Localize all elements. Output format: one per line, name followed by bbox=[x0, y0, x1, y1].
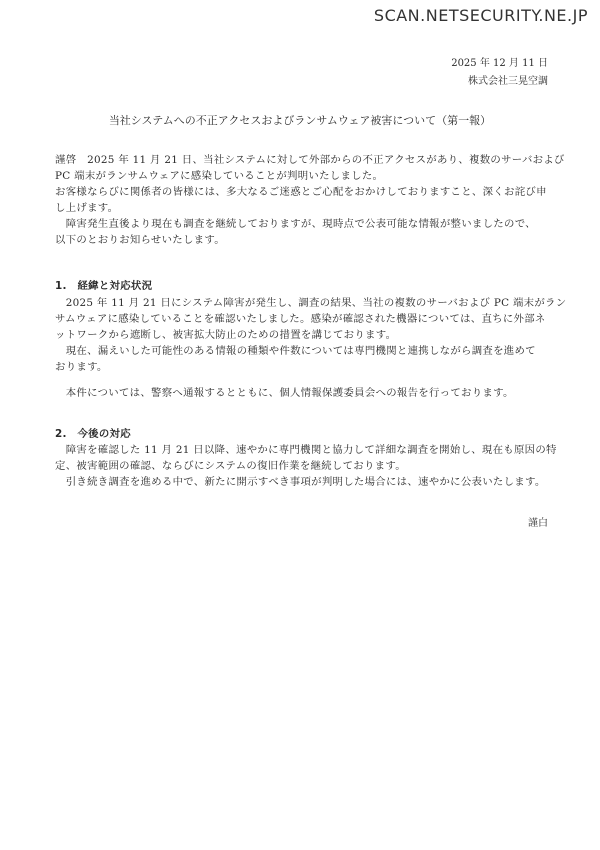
section1-line: 現在、漏えいした可能性のある情報の種類や件数については専門機関と連携しながら調査を進めて bbox=[55, 345, 536, 357]
intro-line: お客様ならびに関係者の皆様には、多大なるご迷惑とご心配をおかけしておりますこと、深くお詫び申 bbox=[55, 186, 547, 198]
section1-line: おります。 bbox=[55, 361, 108, 373]
section1-line: 本件については、警察へ通報するとともに、個人情報保護委員会への報告を行っております。 bbox=[55, 387, 514, 399]
closing: 謹白 bbox=[528, 518, 548, 529]
section1-line: ットワークから遮断し、被害拡大防止のための措置を講じております。 bbox=[55, 329, 397, 341]
document-title: 当社システムへの不正アクセスおよびランサムウェア被害について（第一報） bbox=[108, 114, 492, 127]
section1-line: サムウェアに感染していることを確認いたしました。感染が確認された機器については、直ちに外部ネ bbox=[55, 313, 546, 325]
intro-line: 謹啓 2025 年 11 月 21 日、当社システムに対して外部からの不正アクセスがあり、複数のサーバおよび bbox=[55, 154, 565, 166]
intro-line: 障害発生直後より現在も調査を継続しておりますが、現時点で公表可能な情報が整いましたので、 bbox=[55, 218, 536, 230]
section1-heading: 1. 経緯と対応状況 bbox=[55, 280, 153, 292]
intro-line: し上げます。 bbox=[55, 202, 119, 214]
document-date: 2025 年 12 月 11 日 bbox=[451, 58, 548, 69]
section2-line: 障害を確認した 11 月 21 日以降、速やかに専門機関と協力して詳細な調査を開始し、現在も原因の特 bbox=[55, 444, 557, 456]
section2-line: 引き続き調査を進める中で、新たに開示すべき事項が判明した場合には、速やかに公表いたします。 bbox=[55, 476, 546, 488]
section2-heading: 2. 今後の対応 bbox=[55, 428, 131, 440]
company-name: 株式会社三晃空調 bbox=[468, 76, 548, 87]
section1-line: 2025 年 11 月 21 日にシステム障害が発生し、調査の結果、当社の複数のサーバおよび PC 端末がラン bbox=[55, 297, 567, 309]
intro-line: 以下のとおりお知らせいたします。 bbox=[55, 234, 225, 246]
watermark: SCAN.NETSECURITY.NE.JP bbox=[373, 6, 588, 25]
intro-line: PC 端末がランサムウェアに感染していることが判明いたしました。 bbox=[55, 170, 384, 182]
section2-line: 定、被害範囲の確認、ならびにシステムの復旧作業を継続しております。 bbox=[55, 460, 406, 472]
